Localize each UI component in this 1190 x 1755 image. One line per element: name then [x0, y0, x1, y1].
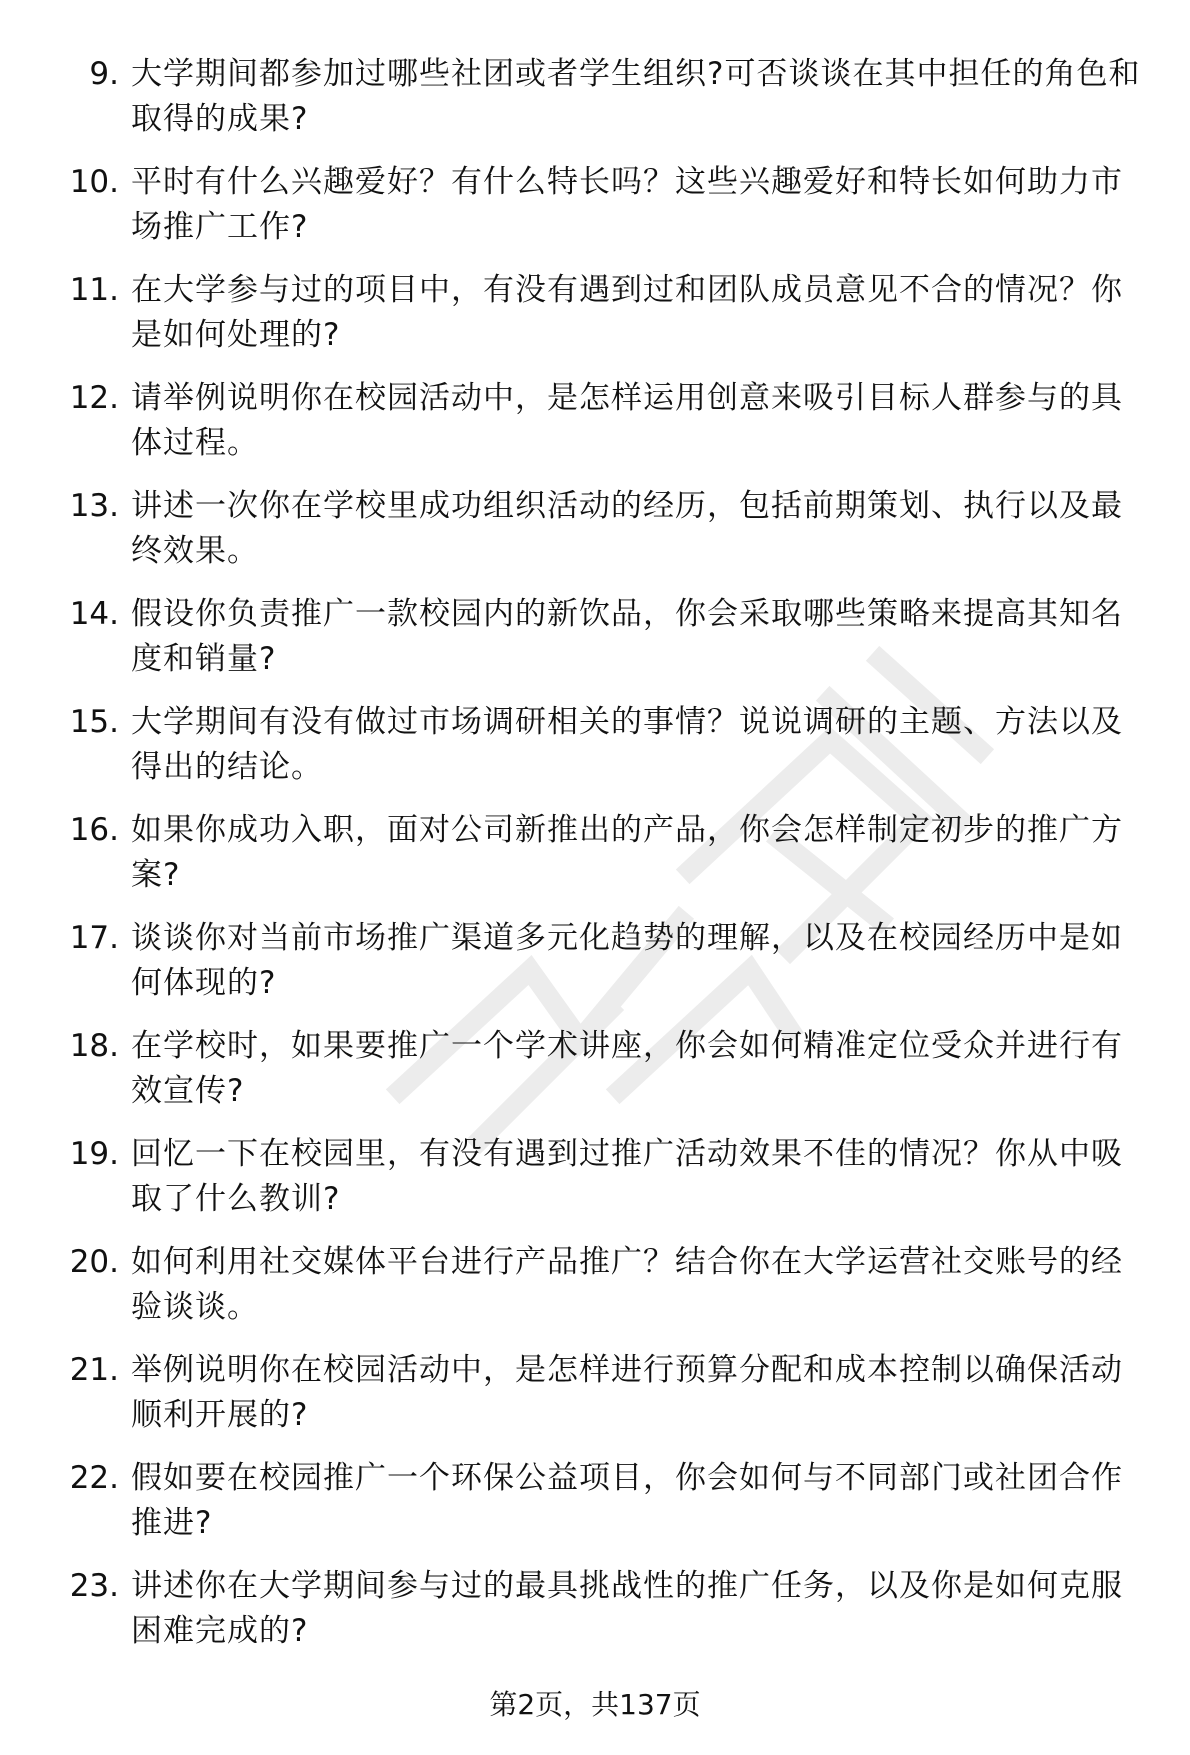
list-item — [55, 1024, 1155, 1115]
page-footer — [0, 1685, 1190, 1725]
question-text: 大学期间都参加过哪些社团或者学生组织?可否谈谈在其中担任的角色和取得的成果? — [131, 56, 1141, 137]
question-number: 19. — [69, 1136, 119, 1172]
question-text: 大学期间有没有做过市场调研相关的事情？说说调研的主题、方法以及得出的结论。 — [131, 704, 1123, 785]
list-item — [55, 268, 1155, 359]
question-text: 回忆一下在校园里，有没有遇到过推广活动效果不佳的情况？你从中吸取了什么教训? — [131, 1136, 1123, 1217]
question-text: 举例说明你在校园活动中，是怎样进行预算分配和成本控制以确保活动顺利开展的? — [131, 1352, 1123, 1433]
question-text: 在学校时，如果要推广一个学术讲座，你会如何精准定位受众并进行有效宣传? — [131, 1028, 1123, 1109]
list-item — [55, 1240, 1155, 1331]
list-item — [55, 484, 1155, 575]
list-item — [55, 1456, 1155, 1547]
list-item — [55, 376, 1155, 467]
list-item — [55, 592, 1155, 683]
list-item — [55, 52, 1155, 143]
question-number: 21. — [69, 1352, 119, 1388]
list-item — [55, 1348, 1155, 1439]
question-number: 18. — [69, 1028, 119, 1064]
question-number: 14. — [69, 596, 119, 632]
question-number: 10. — [69, 164, 119, 200]
list-item — [55, 1132, 1155, 1223]
list-item — [55, 916, 1155, 1007]
question-number: 23. — [69, 1568, 119, 1604]
question-text: 假设你负责推广一款校园内的新饮品，你会采取哪些策略来提高其知名度和销量? — [131, 596, 1123, 677]
question-text: 在大学参与过的项目中，有没有遇到过和团队成员意见不合的情况？你是如何处理的? — [131, 272, 1123, 353]
question-number: 12. — [69, 380, 119, 416]
question-text: 假如要在校园推广一个环保公益项目，你会如何与不同部门或社团合作推进? — [131, 1460, 1123, 1541]
list-item — [55, 160, 1155, 251]
page-number-label: 第2页，共137页 — [489, 1688, 701, 1721]
question-number: 11. — [69, 272, 119, 308]
question-number: 9. — [89, 56, 119, 92]
question-text: 请举例说明你在校园活动中，是怎样运用创意来吸引目标人群参与的具体过程。 — [131, 380, 1123, 461]
question-number: 15. — [69, 704, 119, 740]
question-text: 如何利用社交媒体平台进行产品推广？结合你在大学运营社交账号的经验谈谈。 — [131, 1244, 1123, 1325]
question-number: 16. — [69, 812, 119, 848]
question-text: 讲述你在大学期间参与过的最具挑战性的推广任务，以及你是如何克服困难完成的? — [131, 1568, 1123, 1649]
question-text: 如果你成功入职，面对公司新推出的产品，你会怎样制定初步的推广方案? — [131, 812, 1123, 893]
question-number: 22. — [69, 1460, 119, 1496]
question-number: 13. — [69, 488, 119, 524]
question-text: 谈谈你对当前市场推广渠道多元化趋势的理解，以及在校园经历中是如何体现的? — [131, 920, 1123, 1001]
question-text: 讲述一次你在学校里成功组织活动的经历，包括前期策划、执行以及最终效果。 — [131, 488, 1123, 569]
question-number: 17. — [69, 920, 119, 956]
question-text: 平时有什么兴趣爱好？有什么特长吗？这些兴趣爱好和特长如何助力市场推广工作? — [131, 164, 1123, 245]
question-number: 20. — [69, 1244, 119, 1280]
list-item — [55, 1564, 1155, 1655]
list-item — [55, 700, 1155, 791]
question-list — [55, 52, 1155, 1672]
list-item — [55, 808, 1155, 899]
